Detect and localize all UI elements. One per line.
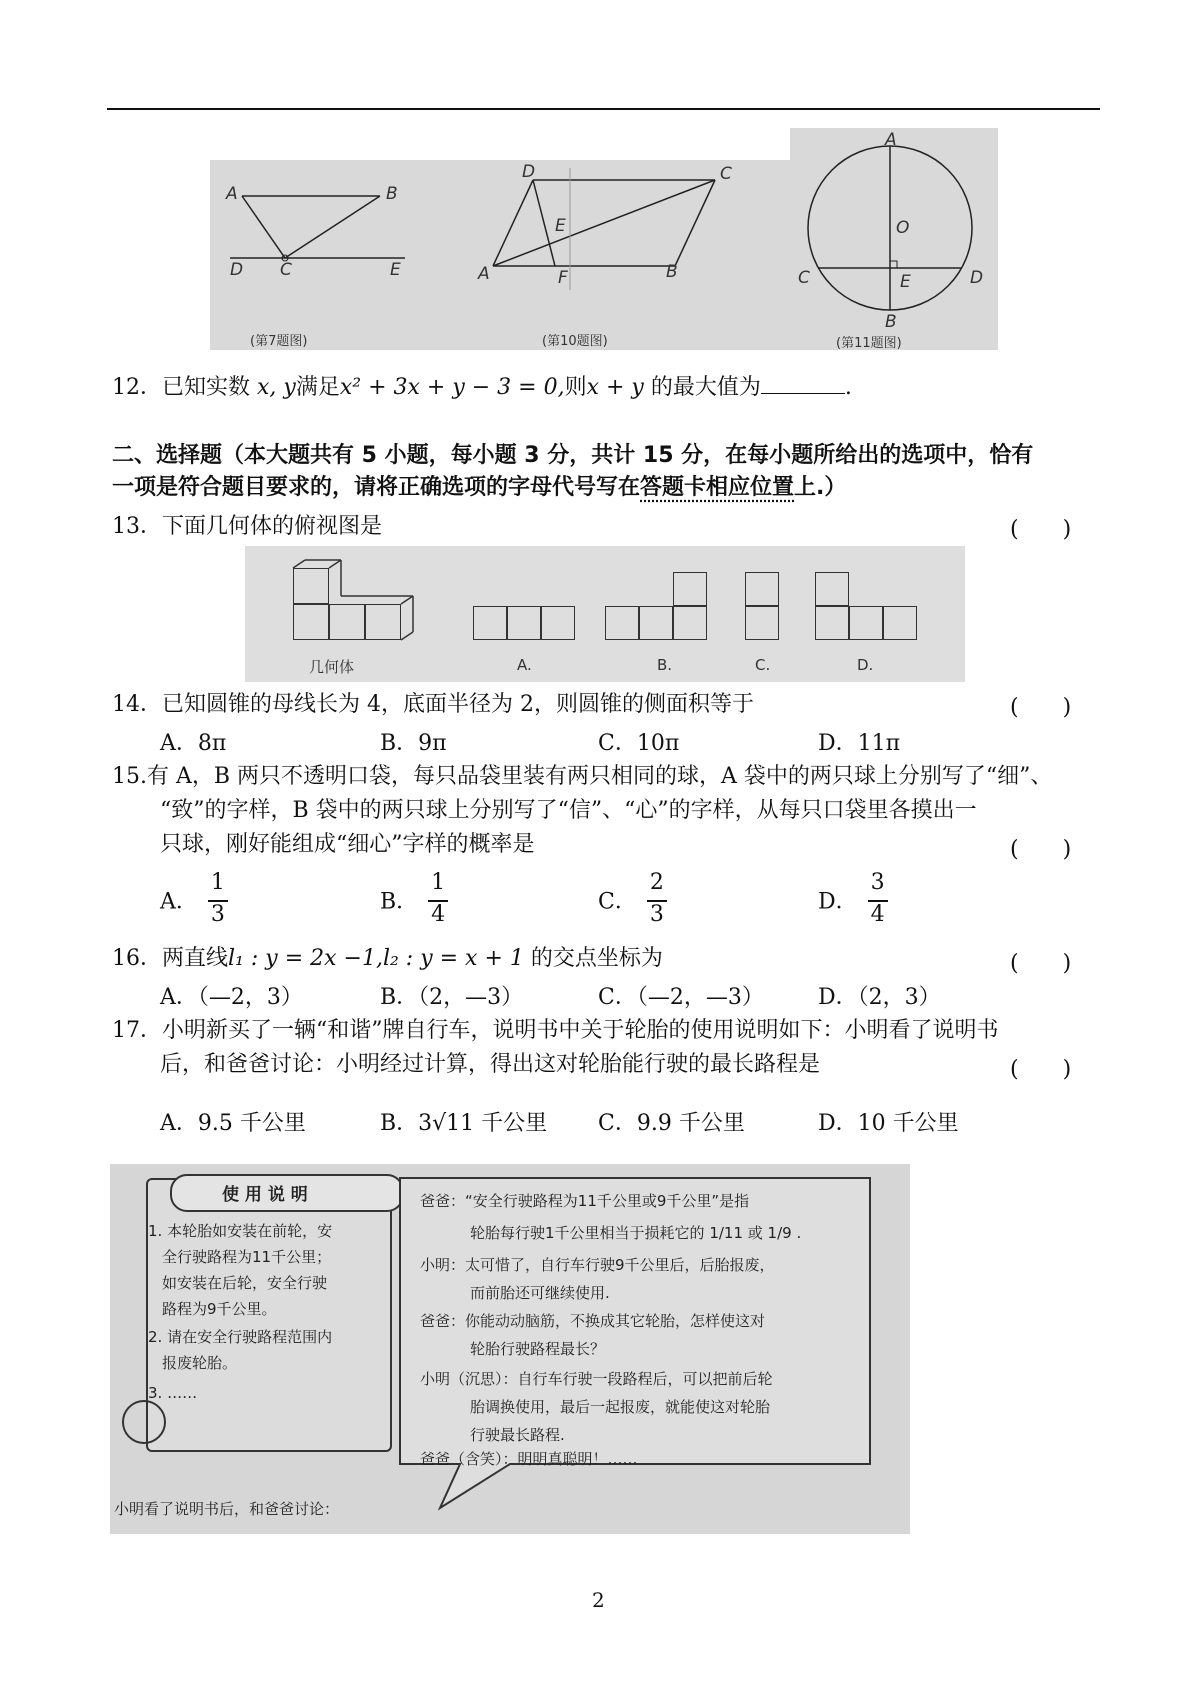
option-c-square-top [745, 572, 779, 606]
option-a-square-1 [473, 606, 507, 640]
q12-vars: x, y [257, 375, 296, 400]
q12-expr: x + y [586, 375, 644, 400]
option-d-square-1 [815, 606, 849, 640]
dialog-line-5: 爸爸：你能动动脑筋，不换成其它轮胎，怎样使这对 [420, 1312, 766, 1330]
q13-label-c: C. [755, 656, 771, 674]
question-15 [112, 762, 1052, 792]
q13-label-d: D. [857, 656, 874, 674]
q17-option-a[interactable]: A．9.5 千公里 [160, 1111, 306, 1136]
dialog-line-9: 行驶最长路程. [470, 1426, 565, 1444]
q17-answer-paren[interactable]: ( ) [1010, 1057, 1072, 1082]
option-d-square-3 [883, 606, 917, 640]
manual-line-3: 如安装在后轮，安全行驶 [162, 1274, 328, 1292]
q16-option-a[interactable]: A．（—2，3） [160, 985, 303, 1010]
option-b-square-2 [639, 606, 673, 640]
page-number: 2 [592, 1588, 605, 1612]
q14-answer-paren[interactable]: ( ) [1010, 695, 1072, 720]
q14-option-b[interactable]: B．9π [380, 731, 447, 756]
fig11-label-a: A [885, 130, 897, 150]
manual-line-7: 3. …… [148, 1384, 198, 1402]
q15-option-a-label: A． [160, 889, 198, 915]
q13-answer-paren[interactable]: ( ) [1010, 517, 1072, 542]
manual-line-1: 1. 本轮胎如安装在前轮，安 [148, 1222, 333, 1240]
dialog-line-2: 轮胎每行驶1千公里相当于损耗它的 1/11 或 1/9 . [470, 1224, 802, 1242]
section-2-line2b: 上.） [794, 475, 847, 500]
fig10-label-c: C [720, 164, 732, 184]
header-rule [107, 108, 1100, 110]
q15-line3: 只球，刚好能组成“细心”字样的概率是 [160, 832, 535, 857]
q17-option-c[interactable]: C．9.9 千公里 [598, 1111, 745, 1136]
section-2-line1: 二、选择题（本大题共有 5 小题，每小题 3 分，共计 15 分，在每小题所给出的选项中，恰有 [112, 443, 1034, 468]
q13-text: 下面几何体的俯视图是 [162, 514, 383, 539]
manual-title: 使 用 说 明 [222, 1185, 308, 1205]
q12-text-after: 则 [564, 375, 587, 400]
manual-line-6: 报废轮胎。 [162, 1354, 238, 1372]
fig10-caption: (第10题图) [542, 334, 608, 349]
q15-d-num: 3 [870, 870, 885, 895]
q16-text-before: 两直线 [162, 946, 229, 971]
q15-b-den: 4 [431, 902, 446, 927]
q15-answer-paren[interactable]: ( ) [1010, 837, 1072, 862]
q15-c-num: 2 [649, 870, 664, 895]
q17-option-b[interactable]: B．3√11 千公里 [380, 1111, 548, 1136]
q16-l1: l₁ : y = 2x −1, [228, 946, 383, 971]
fig7-label-c: C [280, 260, 292, 280]
q15-option-d-label: D． [818, 889, 858, 915]
dialog-line-6: 轮胎行驶路程最长？ [470, 1340, 606, 1358]
fig10-label-f: F [558, 268, 568, 288]
figure-7-10-panel [210, 160, 790, 350]
section-2-header [112, 440, 1102, 504]
option-b-square-1 [605, 606, 639, 640]
option-d-square-2 [849, 606, 883, 640]
question-13 [112, 512, 382, 542]
manual-line-5: 2. 请在安全行驶路程范围内 [148, 1328, 333, 1346]
q15-a-den: 3 [210, 902, 225, 927]
q15-number: 15. [112, 764, 147, 789]
question-17 [112, 1016, 999, 1046]
q15-line2-row [160, 796, 977, 826]
q16-number: 16． [112, 946, 162, 971]
q12-period: . [844, 375, 852, 400]
dialog-line-10: 爸爸（含笑）：明明真聪明！…… [420, 1450, 638, 1468]
q17-number: 17． [112, 1018, 162, 1043]
q12-equation: x² + 3x + y − 3 = 0, [339, 375, 565, 400]
q17-line2-row [160, 1050, 820, 1080]
q13-figure [245, 546, 965, 682]
q15-c-den: 3 [649, 902, 664, 927]
q12-number: 12． [112, 375, 162, 400]
q14-number: 14． [112, 692, 162, 717]
q15-option-a-fraction [205, 870, 231, 930]
fig7-label-a: A [226, 184, 238, 204]
q12-answer-blank[interactable] [761, 373, 845, 394]
fig11-label-d: D [970, 268, 984, 288]
section-2-line2-dotted: 答题卡相应位置 [640, 475, 795, 500]
q12-text-end: 的最大值为 [650, 375, 761, 400]
q17-line2: 后，和爸爸讨论：小明经过计算，得出这对轮胎能行驶的最长路程是 [160, 1052, 821, 1077]
option-a-square-3 [541, 606, 575, 640]
q16-option-c[interactable]: C．（—2，—3） [598, 985, 764, 1010]
manual-line-4: 路程为9千公里。 [162, 1300, 277, 1318]
q12-text-mid: 满足 [295, 375, 340, 400]
q15-option-d[interactable] [818, 870, 891, 930]
dialog-line-3: 小明：太可惜了，自行车行驶9千公里后，后胎报废， [420, 1256, 775, 1274]
q15-line2: “致”的字样，B 袋中的两只球上分别写了“信”、“心”的字样，从每只口袋里各摸出一 [160, 798, 977, 823]
q15-option-a[interactable] [160, 870, 231, 930]
q15-option-c[interactable] [598, 870, 670, 930]
option-b-square-3 [673, 606, 707, 640]
q12-text-before: 已知实数 [162, 375, 251, 400]
question-16 [112, 944, 663, 974]
fig7-caption: (第7题图) [250, 334, 308, 349]
q15-line3-row [160, 830, 535, 860]
dialog-line-8: 胎调换使用，最后一起报废，就能使这对轮胎 [470, 1398, 771, 1416]
fig10-label-b: B [666, 262, 678, 282]
figure-7-svg [210, 160, 790, 350]
q16-text-after: 的交点坐标为 [530, 946, 663, 971]
figure-11-panel [790, 128, 998, 350]
fig10-label-a: A [478, 264, 490, 284]
fig10-label-e: E [555, 216, 566, 236]
q15-option-c-fraction [644, 870, 670, 930]
q15-b-num: 1 [431, 870, 446, 895]
q15-a-num: 1 [210, 870, 225, 895]
fig7-label-e: E [390, 260, 401, 280]
dialog-line-4: 而前胎还可继续使用. [470, 1284, 610, 1302]
manual-line-2: 全行驶路程为11千公里； [162, 1248, 332, 1266]
dialog-line-1: 爸爸：“安全行驶路程为11千公里或9千公里”是指 [420, 1192, 750, 1210]
fig7-label-b: B [386, 184, 398, 204]
q15-option-b-fraction [425, 870, 451, 930]
q15-d-den: 4 [870, 902, 885, 927]
question-12 [112, 373, 852, 403]
fig11-label-b: B [885, 312, 897, 332]
q14-option-a[interactable]: A．8π [160, 731, 227, 756]
q13-label-b: B. [657, 656, 673, 674]
option-b-square-top [673, 572, 707, 606]
q17-line1: 小明新买了一辆“和谐”牌自行车，说明书中关于轮胎的使用说明如下：小明看了说明书 [162, 1018, 999, 1043]
q15-option-b-label: B． [380, 889, 419, 915]
q16-option-d[interactable]: D．（2，3） [818, 985, 941, 1010]
option-c-square-bottom [745, 606, 779, 640]
q14-text: 已知圆锥的母线长为 4，底面半径为 2，则圆锥的侧面积等于 [162, 692, 754, 717]
section-2-line2a: 一项是符合题目要求的，请将正确选项的字母代号写在 [112, 475, 641, 500]
q13-number: 13． [112, 514, 162, 539]
q15-option-b[interactable] [380, 870, 451, 930]
q14-option-d[interactable]: D．11π [818, 731, 901, 756]
manual-caption: 小明看了说明书后，和爸爸讨论： [114, 1500, 340, 1518]
q16-l2: l₂ : y = x + 1 [382, 946, 524, 971]
q13-label-solid: 几何体 [309, 658, 355, 676]
q16-answer-paren[interactable]: ( ) [1010, 951, 1072, 976]
fig11-label-o: O [896, 218, 910, 238]
q15-option-c-label: C． [598, 889, 637, 915]
fig10-label-d: D [522, 162, 536, 182]
q14-option-c[interactable]: C．10π [598, 731, 680, 756]
q16-option-b[interactable]: B．（2，—3） [380, 985, 524, 1010]
option-d-square-top [815, 572, 849, 606]
fig11-label-c: C [798, 268, 810, 288]
q15-option-d-fraction [865, 870, 891, 930]
option-a-square-2 [507, 606, 541, 640]
fig11-label-e: E [900, 272, 911, 292]
fig7-label-d: D [230, 260, 244, 280]
q15-line1: 有 A，B 两只不透明口袋，每只品袋里装有两只相同的球，A 袋中的两只球上分别写了“细”、 [147, 764, 1053, 789]
fig11-caption: (第11题图) [836, 336, 902, 351]
q17-option-d[interactable]: D．10 千公里 [818, 1111, 959, 1136]
q13-label-a: A. [517, 656, 532, 674]
tire-manual-figure [110, 1164, 910, 1534]
dialog-line-7: 小明（沉思）：自行车行驶一段路程后，可以把前后轮 [420, 1370, 773, 1388]
question-14 [112, 690, 754, 720]
